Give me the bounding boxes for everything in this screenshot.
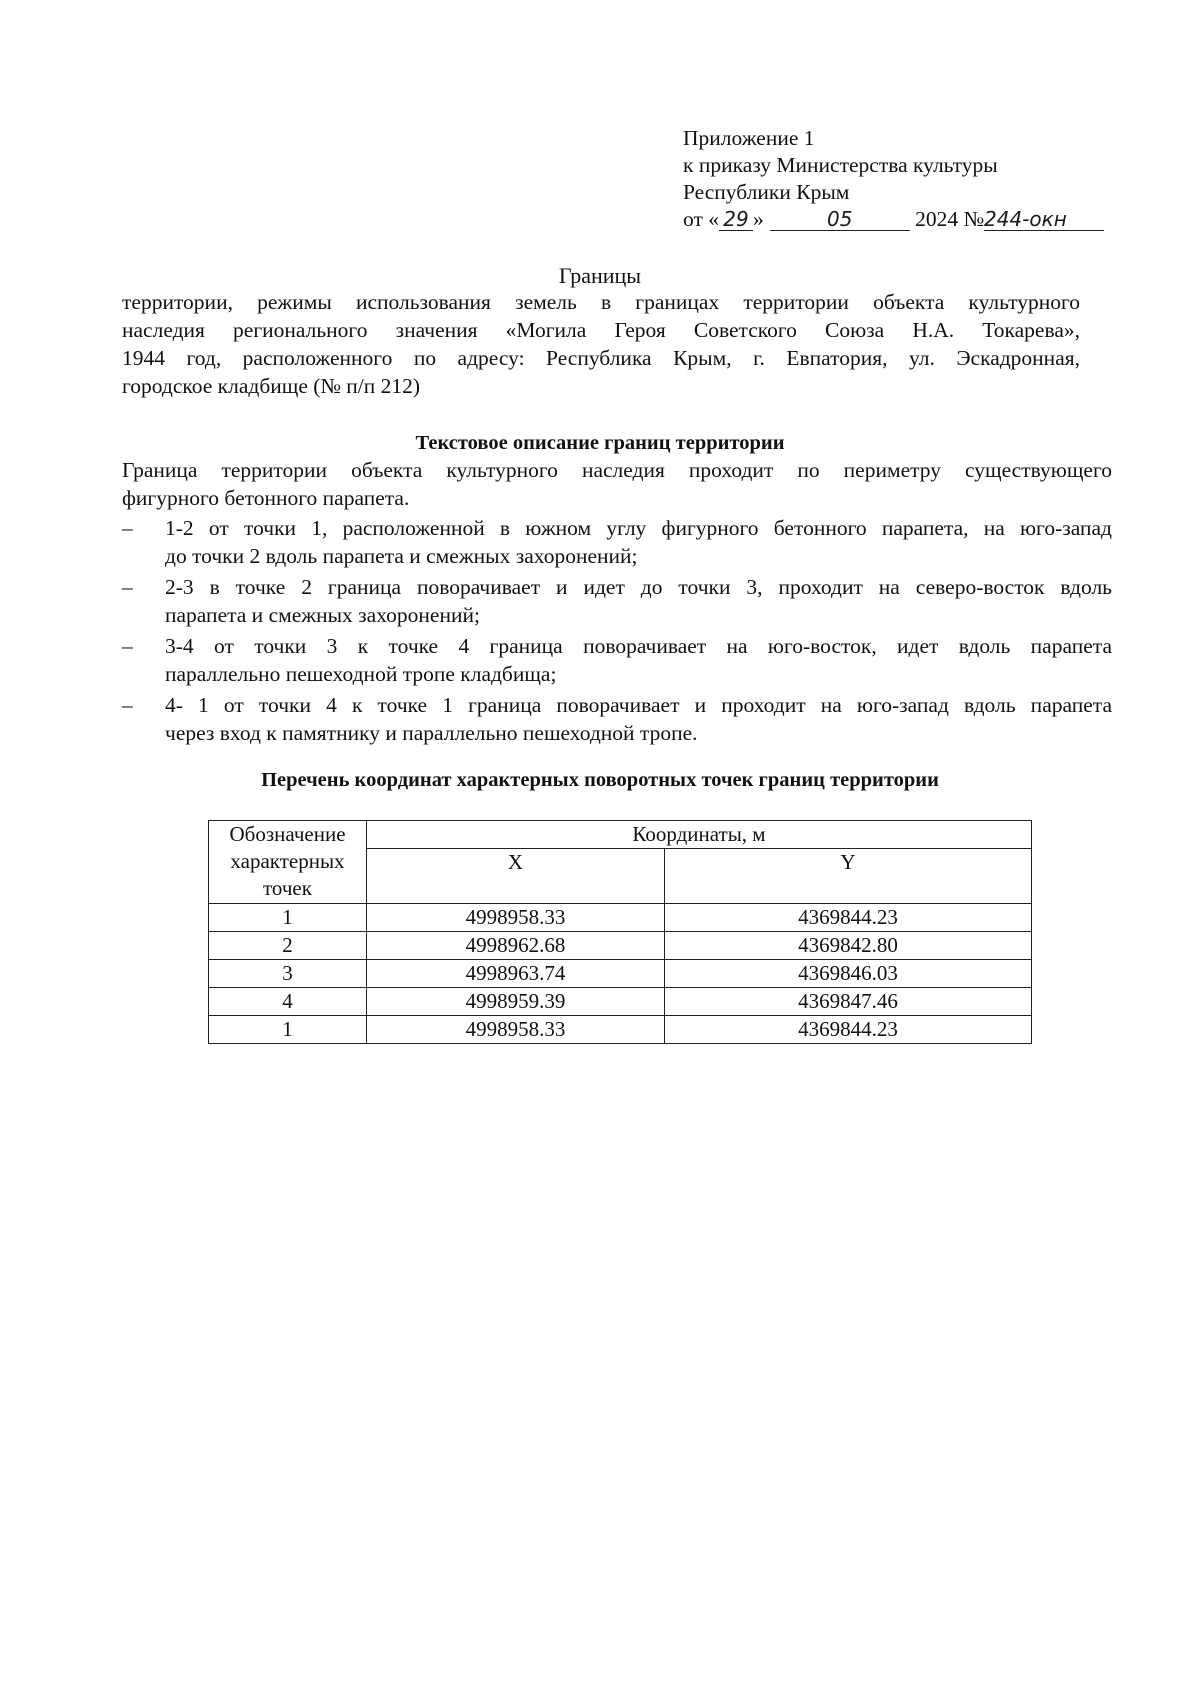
header-designation: [209, 821, 367, 904]
list-dash: –: [122, 516, 133, 540]
header-designation-line: точек: [263, 876, 312, 900]
table-row: [209, 932, 1032, 960]
list-item: [122, 573, 1112, 629]
item-line: 2-3 в точке 2 граница поворачивает и идет до точки 3, проходит на северо-восток вдоль: [165, 575, 1112, 599]
coordinates-table: [208, 820, 1032, 1044]
list-dash: –: [122, 693, 133, 717]
list-item: [122, 691, 1112, 747]
handwritten-number-field: [984, 206, 1104, 231]
table-row: [209, 904, 1032, 932]
header-y: Y: [665, 849, 1032, 904]
subtitle-line: 1944 год, расположенного по адресу: Республика Крым, г. Евпатория, ул. Эскадронная,: [122, 346, 1080, 370]
table-header-row: [209, 821, 1032, 849]
subtitle-line: территории, режимы использования земель в границах территории объекта культурного: [122, 290, 1080, 314]
document-title: Границы: [558, 263, 642, 288]
handwritten-day-field: [719, 206, 753, 231]
coordinates-heading: Перечень координат характерных поворотных точек границ территории: [261, 769, 939, 791]
header-x: X: [367, 849, 665, 904]
text-description-heading: Текстовое описание границ территории: [415, 432, 785, 454]
list-dash: –: [122, 575, 133, 599]
appendix-line-2: к приказу Министерства культуры: [683, 153, 998, 177]
appendix-line-1: Приложение 1: [683, 126, 815, 150]
cell-x: 4998959.39: [367, 988, 665, 1016]
item-line: парапета и смежных захоронений;: [165, 603, 480, 627]
cell-point: 2: [209, 932, 367, 960]
handwritten-day: 29: [723, 207, 749, 231]
date-mid: »: [753, 207, 764, 231]
cell-point: 1: [209, 904, 367, 932]
header-designation-line: Обозначение: [229, 822, 346, 846]
cell-x: 4998958.33: [367, 904, 665, 932]
appendix-line-3: Республики Крым: [683, 180, 850, 204]
list-item: [122, 514, 1112, 570]
intro-line: фигурного бетонного парапета.: [122, 486, 410, 510]
cell-x: 4998958.33: [367, 1016, 665, 1044]
header-coordinates: Координаты, м: [367, 821, 1032, 849]
boundary-segment-list: [122, 514, 1112, 750]
item-line: до точки 2 вдоль парапета и смежных захоронений;: [165, 544, 638, 568]
subtitle-line: наследия регионального значения «Могила Героя Советского Союза Н.А. Токарева»,: [122, 318, 1080, 342]
cell-y: 4369842.80: [665, 932, 1032, 960]
table-row: [209, 960, 1032, 988]
cell-y: 4369844.23: [665, 1016, 1032, 1044]
item-line: 4- 1 от точки 4 к точке 1 граница поворачивает и проходит на юго-запад вдоль парапета: [165, 693, 1112, 717]
item-line: через вход к памятнику и параллельно пешеходной тропе.: [165, 721, 698, 745]
item-line: 1-2 от точки 1, расположенной в южном углу фигурного бетонного парапета, на юго-запад: [165, 516, 1112, 540]
list-dash: –: [122, 634, 133, 658]
header-designation-line: характерных: [230, 849, 345, 873]
table-row: [209, 1016, 1032, 1044]
subtitle-line: городское кладбище (№ п/п 212): [122, 374, 421, 398]
cell-point: 1: [209, 1016, 367, 1044]
item-line: 3-4 от точки 3 к точке 4 граница поворачивает на юго-восток, идет вдоль парапета: [165, 634, 1112, 658]
intro-line: Граница территории объекта культурного наследия проходит по периметру существующего: [122, 458, 1112, 482]
cell-y: 4369847.46: [665, 988, 1032, 1016]
handwritten-month: 05: [827, 207, 853, 231]
cell-x: 4998962.68: [367, 932, 665, 960]
order-date-line: [683, 206, 1143, 233]
handwritten-order-number: 244-окн: [984, 207, 1067, 231]
cell-y: 4369844.23: [665, 904, 1032, 932]
list-item: [122, 632, 1112, 688]
table-row: [209, 988, 1032, 1016]
handwritten-month-field: [770, 206, 910, 231]
order-year: 2024 №: [915, 207, 985, 231]
cell-point: 4: [209, 988, 367, 1016]
document-subtitle: [122, 288, 1080, 400]
appendix-block: [683, 125, 1143, 233]
cell-point: 3: [209, 960, 367, 988]
item-line: параллельно пешеходной тропе кладбища;: [165, 662, 557, 686]
date-prefix: от «: [683, 207, 719, 231]
text-description-intro: [122, 456, 1112, 512]
cell-y: 4369846.03: [665, 960, 1032, 988]
cell-x: 4998963.74: [367, 960, 665, 988]
